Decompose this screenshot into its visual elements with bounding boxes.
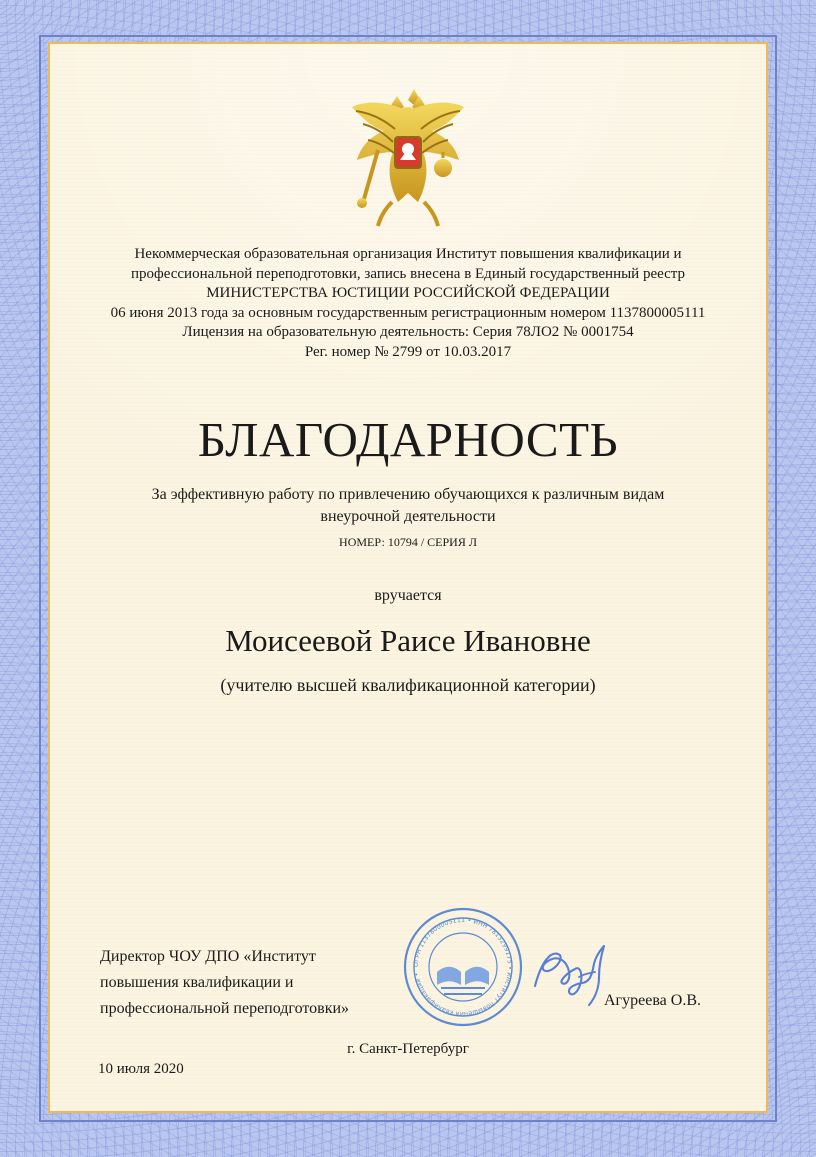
director-title-line: профессиональной переподготовки» [100,1000,350,1017]
svg-text:ОГРН 1137800005111 • ИНН 78132 [413,917,513,1017]
certificate-reason [110,484,706,528]
recipient-name: Моисеевой Раисе Ивановне [225,623,591,658]
certificate-title: БЛАГОДАРНОСТЬ [197,412,619,467]
double-headed-eagle-emblem-icon [340,82,476,232]
issue-date: 10 июля 2020 [98,1061,184,1077]
organization-line: 06 июня 2013 года за основным государственным регистрационным номером 1137800005111 [110,304,706,321]
award-word: вручается [374,587,442,604]
serial-number: НОМЕР: 10794 / СЕРИЯ Л [339,535,477,549]
signer-name: Агуреева О.В. [604,992,701,1009]
certificate-reason-line: внеурочной деятельности [320,508,496,525]
organization-line: профессиональной переподготовки, запись внесена в Единый государственный реестр [130,265,686,282]
organization-info [100,245,716,362]
city-name: г. Санкт-Петербург [347,1041,469,1057]
institutional-seal-icon [398,902,528,1032]
director-title-line: повышения квалификации и [100,974,294,991]
director-title-line: Директор ЧОУ ДПО «Институт [100,948,316,965]
recipient-note: (учителю высшей квалификационной категории) [220,675,596,695]
seal-text: ОГРН 1137800005111 • ИНН 7813299175 • Институт повышения квалификации • [412,916,514,1018]
organization-line: Рег. номер № 2799 от 10.03.2017 [304,343,512,360]
organization-line: Лицензия на образовательную деятельность: Серия 78ЛО2 № 0001754 [182,324,634,340]
director-title [100,944,410,1022]
handwritten-signature-icon [519,925,614,1010]
certificate-reason-line: За эффективную работу по привлечению обучающихся к различным видам [151,486,665,503]
organization-line: Некоммерческая образовательная организация Институт повышения квалификации и [134,246,682,262]
organization-line: МИНИСТЕРСТВА ЮСТИЦИИ РОССИЙСКОЙ ФЕДЕРАЦИИ [206,285,610,301]
